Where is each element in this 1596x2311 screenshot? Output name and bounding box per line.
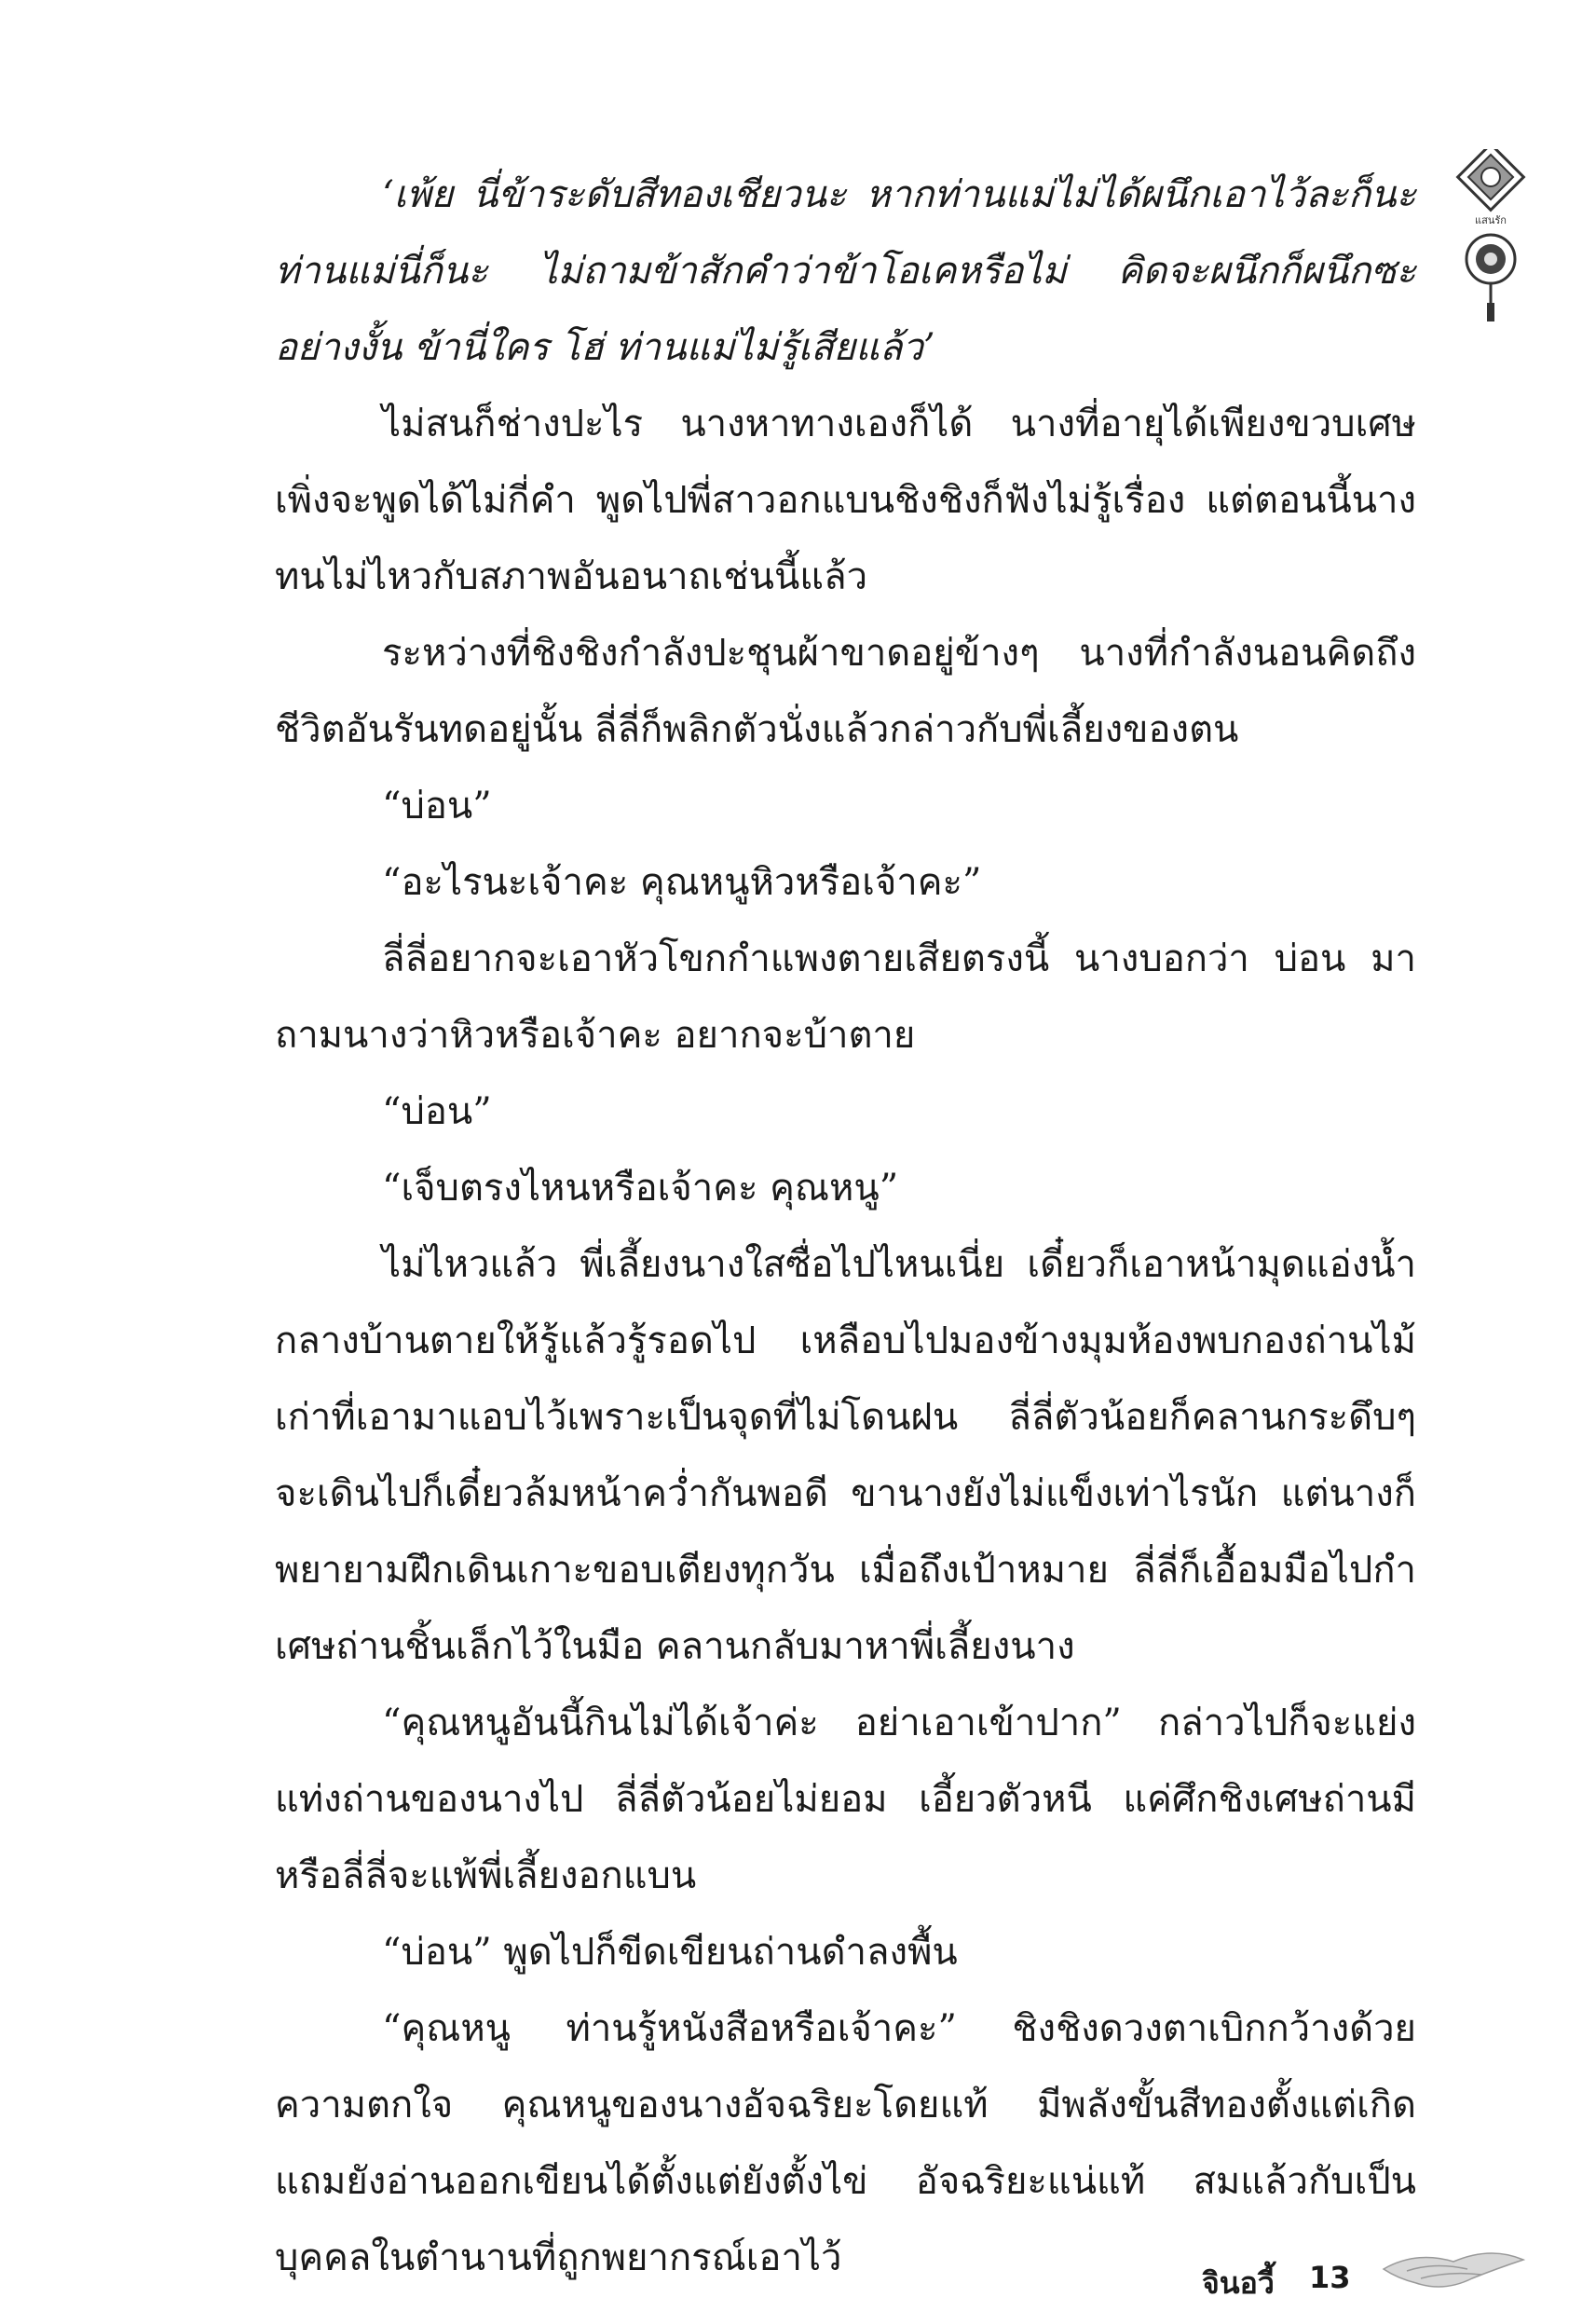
dialogue-line: “บ่อน” พูดไปก็ขีดเขียนถ่านดำลงพื้น bbox=[382, 1931, 958, 1974]
medallion-icon bbox=[1466, 235, 1515, 283]
logo-text: แสนรัก bbox=[1475, 214, 1507, 226]
body-text bbox=[275, 157, 1416, 2296]
wing-ornament-icon bbox=[1379, 2241, 1528, 2297]
paragraph: ไม่สนก็ช่างปะไร นางหาทางเองก็ได้ นางที่อายุได้เพียงขวบเศษเพิ่งจะพูดได้ไม่กี่คำ พูดไปพี่สาวอกแบนชิงชิงก็ฟังไม่รู้เรื่อง แต่ตอนนี้นางทนไม่ไหวกับสภาพอันอนาถเช่นนี้แล้ว bbox=[275, 403, 1416, 598]
diamond-emblem-icon bbox=[1458, 149, 1524, 210]
paragraph: ระหว่างที่ชิงชิงกำลังปะชุนผ้าขาดอยู่ข้างๆ นางที่กำลังนอนคิดถึงชีวิตอันรันทดอยู่นั้น ลี่ลี่ก็พลิกตัวนั่งแล้วกล่าวกับพี่เลี้ยงของตน bbox=[275, 632, 1416, 751]
page-number: 13 bbox=[1309, 2260, 1351, 2295]
dialogue-line: “เจ็บตรงไหนหรือเจ้าคะ คุณหนู” bbox=[382, 1167, 899, 1210]
dialogue-line: “บ่อน” bbox=[382, 785, 492, 827]
publisher-logo bbox=[1449, 149, 1533, 335]
paragraph: ไม่ไหวแล้ว พี่เลี้ยงนางใสซื่อไปไหนเนี่ย เดี๋ยวก็เอาหน้ามุดแอ่งน้ำกลางบ้านตายให้รู้แล้วรู้รอดไป เหลือบไปมองข้างมุมห้องพบกองถ่านไม้เก่าที่เอามาแอบไว้เพราะเป็นจุดที่ไม่โดนฝน ลี่ลี่ตัวน้อยก็คลานกระดึบๆ จะเดินไปก็เดี๋ยวล้มหน้าคว่ำกันพอดี ขานางยังไม่แข็งเท่าไรนัก แต่นางก็พยายามฝึกเดินเกาะขอบเตียงทุกวัน เมื่อถึงเป้าหมาย ลี่ลี่ก็เอื้อมมือไปกำเศษถ่านชิ้นเล็กไว้ในมือ คลานกลับมาหาพี่เลี้ยงนาง bbox=[275, 1243, 1416, 1668]
paragraph: “คุณหนูอันนี้กินไม่ได้เจ้าค่ะ อย่าเอาเข้าปาก” กล่าวไปก็จะแย่งแท่งถ่านของนางไป ลี่ลี่ตัวน้อยไม่ยอม เอี้ยวตัวหนี แค่ศึกชิงเศษถ่านมีหรือลี่ลี่จะแพ้พี่เลี้ยงอกแบน bbox=[275, 1702, 1416, 1897]
book-title: จินอวี้ bbox=[1202, 2265, 1275, 2301]
paragraph: ‘เพ้ย นี่ข้าระดับสีทองเชียวนะ หากท่านแม่ไม่ได้ผนึกเอาไว้ละก็นะ ท่านแม่นี่ก็นะ ไม่ถามข้าสักคำว่าข้าโอเคหรือไม่ คิดจะผนึกก็ผนึกซะอย่างงั้น ข้านี่ใคร โฮ่ ท่านแม่ไม่รู้เสียแล้ว’ bbox=[275, 173, 1416, 369]
paragraph: “คุณหนู ท่านรู้หนังสือหรือเจ้าคะ” ชิงชิงดวงตาเบิกกว้างด้วยความตกใจ คุณหนูของนางอัจฉริยะโดยแท้ มีพลังขั้นสีทองตั้งแต่เกิด แถมยังอ่านออกเขียนได้ตั้งแต่ยังตั้งไข่ อัจฉริยะแน่แท้ สมแล้วกับเป็นบุคคลในตำนานที่ถูกพยากรณ์เอาไว้ bbox=[275, 2007, 1416, 2279]
dialogue-line: “บ่อน” bbox=[382, 1090, 492, 1133]
dialogue-line: “อะไรนะเจ้าคะ คุณหนูหิวหรือเจ้าคะ” bbox=[382, 861, 982, 904]
paragraph: ลี่ลี่อยากจะเอาหัวโขกกำแพงตายเสียตรงนี้ นางบอกว่า บ่อน มาถามนางว่าหิวหรือเจ้าคะ อยากจะบ้าตาย bbox=[275, 937, 1416, 1057]
